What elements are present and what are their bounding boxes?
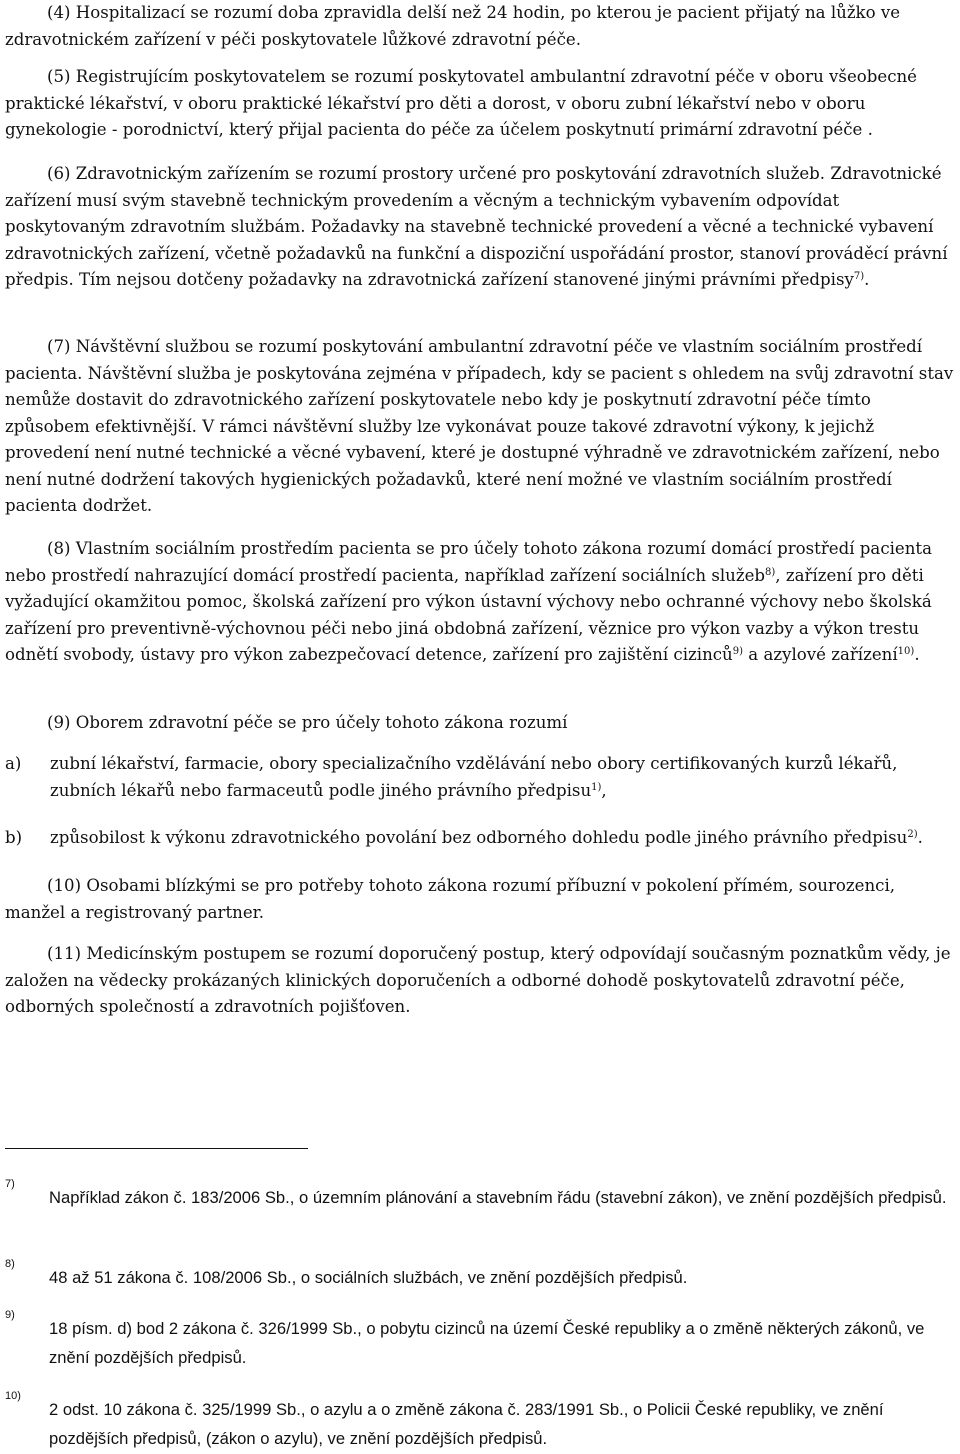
footnote-9-text: 18 písm. d) bod 2 zákona č. 326/1999 Sb., o pobytu cizinců na území České republiky a o změně některých zákonů, ve znění pozdějších předpisů. bbox=[49, 1319, 925, 1367]
paragraph-8-end: . bbox=[914, 645, 920, 664]
paragraph-7-text: (7) Návštěvní službou se rozumí poskytování ambulantní zdravotní péče ve vlastním sociálním prostředí pacienta. Návštěvní služba je poskytována zejména v případech, kdy se pacient s ohledem na svůj zdravotní stav nemůže dostavit do zdravotnického zařízení poskytovatele nebo kdy je poskytnutí zdravotní péče tímto způsobem efektivnější. V rámci návštěvní služby lze vykonávat pouze takové zdravotní výkony, k jejichž provedení není nutné technické a věcné vybavení, které je dostupné výhradně ve zdravotnickém zařízení, nebo není nutné dodržení takových hygienických požadavků, které není možné ve vlastním sociálním prostředí pacienta dodržet. bbox=[5, 337, 954, 515]
footnote-ref-8[interactable]: 8) bbox=[765, 566, 776, 578]
paragraph-5 bbox=[5, 64, 955, 144]
paragraph-8-text-a: (8) Vlastním sociálním prostředím pacienta se pro účely tohoto zákona rozumí domácí prostředí pacienta nebo prostředí nahrazující domácí prostředí pacienta, například zařízení sociálních služeb bbox=[5, 539, 932, 585]
footnote-7 bbox=[5, 1178, 955, 1212]
footnote-9-number: 9) bbox=[5, 1309, 15, 1321]
paragraph-6 bbox=[5, 161, 955, 294]
footnote-8-text: 48 až 51 zákona č. 108/2006 Sb., o sociálních službách, ve znění pozdějších předpisů. bbox=[49, 1268, 688, 1287]
footnote-ref-1[interactable]: 1) bbox=[591, 781, 602, 793]
paragraph-11-text: (11) Medicínským postupem se rozumí doporučený postup, který odpovídají současným poznatkům vědy, je založen na vědecky prokázaných klinických doporučeních a odborné dohodě poskytovatelů zdravotní péče, odborných společností a zdravotních pojišťoven. bbox=[5, 944, 951, 1016]
list-text-a bbox=[50, 751, 955, 804]
footnote-7-text: Například zákon č. 183/2006 Sb., o územním plánování a stavebním řádu (stavební zákon), ve znění pozdějších předpisů. bbox=[49, 1188, 947, 1207]
paragraph-10 bbox=[5, 873, 955, 926]
footnote-8 bbox=[5, 1258, 955, 1292]
paragraph-6-end: . bbox=[864, 270, 870, 289]
footnote-8-number: 8) bbox=[5, 1258, 15, 1270]
paragraph-9-text: (9) Oborem zdravotní péče se pro účely tohoto zákona rozumí bbox=[47, 713, 568, 732]
paragraph-4 bbox=[5, 0, 955, 53]
list-text-a-tail: , bbox=[601, 780, 607, 800]
footnote-ref-7[interactable]: 7) bbox=[853, 271, 865, 282]
footnote-10-number: 10) bbox=[5, 1390, 21, 1402]
footnote-10 bbox=[5, 1390, 955, 1453]
paragraph-6-text: (6) Zdravotnickým zařízením se rozumí prostory určené pro poskytování zdravotních služeb. Zdravotnické zařízení musí svým stavebně technickým provedením a věcným a technickým vybavením odpovídat poskytovaným zdravotním službám. Požadavky na stavebně technické provedení a věcné a technické vybavení zdravotnických zařízení, včetně požadavků na funkční a dispoziční uspořádání prostor, stanoví prováděcí právní předpis. Tím nejsou dotčeny požadavky na zdravotnická zařízení stanovené jinými právními předpisy bbox=[5, 164, 948, 289]
paragraph-5-text: (5) Registrujícím poskytovatelem se rozumí poskytovatel ambulantní zdravotní péče v oboru všeobecné praktické lékařství, v oboru praktické lékařství pro děti a dorost, v oboru zubní lékařství nebo v oboru gynekologie - porodnictví, který přijal pacienta do péče za účelem poskytnutí primární zdravotní péče . bbox=[5, 67, 918, 139]
list-text-b-body: způsobilost k výkonu zdravotnického povolání bez odborného dohledu podle jiného právního předpisu bbox=[50, 828, 908, 847]
paragraph-10-text: (10) Osobami blízkými se pro potřeby tohoto zákona rozumí příbuzní v pokolení přímém, sourozenci, manžel a registrovaný partner. bbox=[5, 876, 896, 922]
list-marker-a: a) bbox=[5, 754, 22, 773]
footnote-ref-10[interactable]: 10) bbox=[897, 646, 915, 657]
paragraph-11 bbox=[5, 941, 955, 1021]
list-text-a-body: zubní lékařství, farmacie, obory specializačního vzdělávání nebo obory certifikovaných kurzů lékařů, zubních lékařů nebo farmaceutů podle jiného právního předpisu bbox=[50, 754, 898, 800]
paragraph-8 bbox=[5, 536, 955, 669]
footnote-9 bbox=[5, 1309, 955, 1372]
footnote-separator bbox=[5, 1148, 308, 1149]
footnote-ref-2[interactable]: 2) bbox=[907, 829, 918, 840]
list-marker-b: b) bbox=[5, 828, 23, 847]
footnote-7-number: 7) bbox=[5, 1178, 15, 1190]
paragraph-7 bbox=[5, 334, 955, 520]
paragraph-8-text-b: , zařízení pro děti vyžadující okamžitou pomoc, školská zařízení pro výkon ústavní výchovy nebo ochranné výchovy nebo školská zařízení pro preventivně-výchovnou péči nebo jiná obdobná zařízení, věznice pro výkon vazby a výkon trestu odnětí svobody, ústavy pro výkon zabezpečovací detence, zařízení pro zajištění cizinců bbox=[5, 565, 932, 664]
list-item-b bbox=[5, 825, 955, 852]
paragraph-4-text: (4) Hospitalizací se rozumí doba zpravidla delší než 24 hodin, po kterou je pacient přijatý na lůžko ve zdravotnickém zařízení v péči poskytovatele lůžkové zdravotní péče. bbox=[5, 3, 901, 49]
list-item-a bbox=[5, 751, 955, 804]
list-text-b-tail: . bbox=[917, 828, 923, 847]
paragraph-9 bbox=[5, 710, 955, 737]
list-text-b bbox=[50, 825, 955, 852]
footnote-ref-9[interactable]: 9) bbox=[732, 646, 744, 657]
footnote-10-text: 2 odst. 10 zákona č. 325/1999 Sb., o azylu a o změně zákona č. 283/1991 Sb., o Policii České republiky, ve znění pozdějších předpisů, (zákon o azylu), ve znění pozdějších předpisů. bbox=[49, 1400, 884, 1448]
paragraph-8-text-c: a azylové zařízení bbox=[743, 645, 898, 664]
